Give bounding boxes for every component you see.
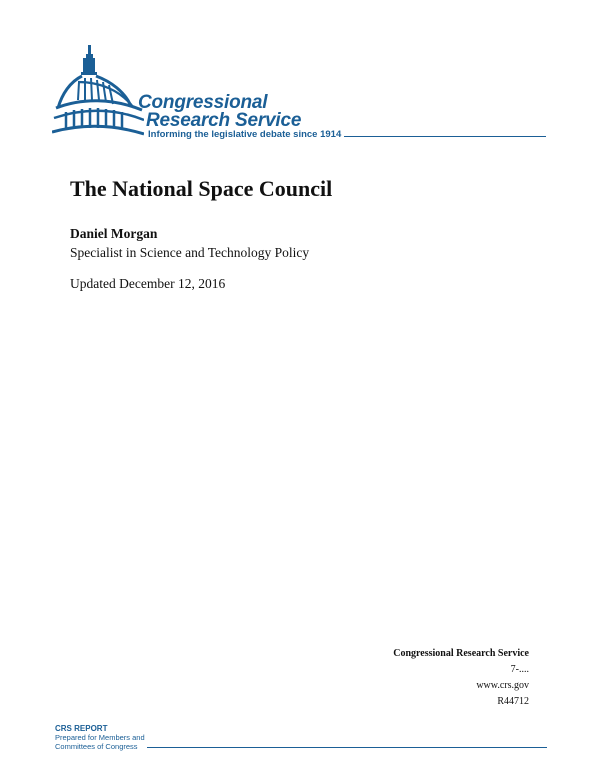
footer-report-label: CRS REPORT <box>55 724 108 733</box>
updated-date: Updated December 12, 2016 <box>70 276 226 291</box>
report-title: The National Space Council <box>70 176 333 201</box>
footer-line-members: Prepared for Members and <box>55 733 145 742</box>
crs-code: 7-.... <box>510 664 529 675</box>
footer <box>55 724 550 754</box>
footer-divider <box>147 747 547 748</box>
crs-info-block <box>329 646 529 710</box>
report-number: R44712 <box>497 696 529 707</box>
logo-tagline: Informing the legislative debate since 1914 <box>148 129 342 140</box>
footer-line-committees: Committees of Congress <box>55 742 138 751</box>
crs-logo <box>52 42 552 147</box>
capitol-dome-icon <box>52 42 144 140</box>
author-name: Daniel Morgan <box>70 226 158 241</box>
logo-wordmark-line2: Research Service <box>146 110 302 131</box>
logo-wordmark-line1: Congressional <box>138 92 268 113</box>
crs-website-link[interactable]: www.crs.gov <box>476 680 529 691</box>
crs-name: Congressional Research Service <box>393 648 529 659</box>
header-divider <box>344 136 546 137</box>
author-title: Specialist in Science and Technology Policy <box>70 245 310 260</box>
